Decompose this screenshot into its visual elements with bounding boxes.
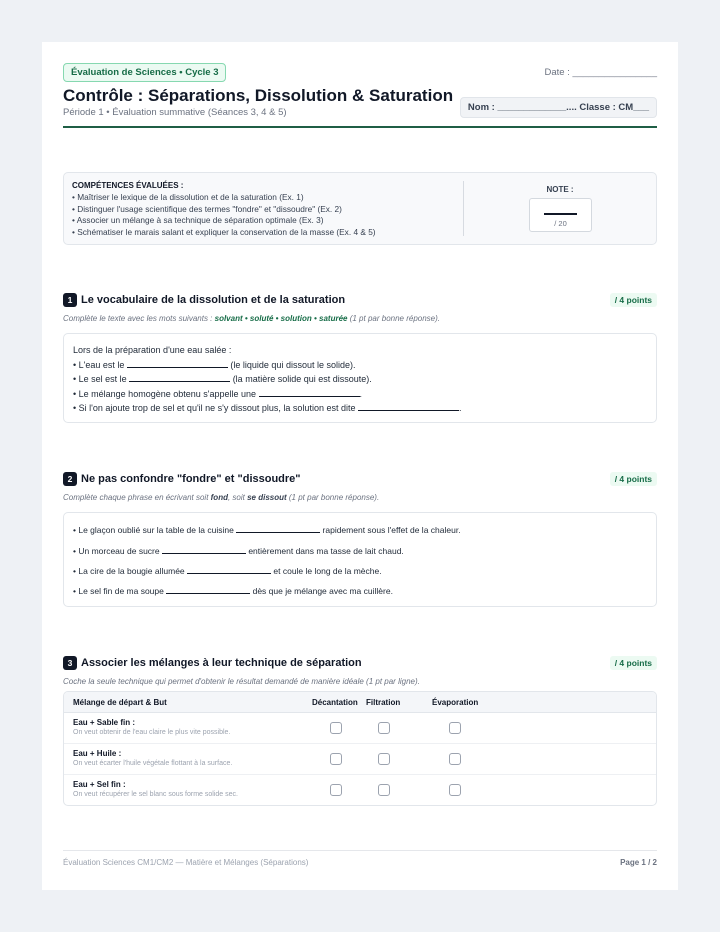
instruction-text: (1 pt par bonne réponse). <box>347 314 441 323</box>
evaporation-checkbox[interactable] <box>449 722 461 734</box>
col-header-evaporation: Évaporation <box>432 698 479 707</box>
line-text: et coule le long de la mèche. <box>271 566 382 576</box>
section-title: Le vocabulaire de la dissolution et de la saturation <box>81 294 346 306</box>
grade-denominator: / 20 <box>554 219 567 228</box>
keyword-fond: fond <box>210 493 228 502</box>
col-header-mixture: Mélange de départ & But <box>73 698 167 707</box>
fill-in-line <box>73 524 461 535</box>
exercise-box <box>63 512 657 607</box>
subject-badge: Évaluation de Sciences • Cycle 3 <box>63 63 226 82</box>
exercise-box <box>63 333 657 423</box>
filtration-checkbox[interactable] <box>378 753 390 765</box>
competences-list <box>72 181 462 238</box>
line-text: • La cire de la bougie allumée <box>73 566 188 576</box>
col-header-decantation: Décantation <box>312 698 358 707</box>
line-text: • Le glaçon oublié sur la table de la cuisine <box>73 525 237 535</box>
section-number: 3 <box>63 656 77 670</box>
instruction-text: (1 pt par bonne réponse). <box>286 493 380 502</box>
section-number: 2 <box>63 472 77 486</box>
competences-title: COMPÉTENCES ÉVALUÉES : <box>72 181 184 190</box>
mixture-label: Eau + Sel fin : <box>73 780 126 789</box>
competence-item: • Schématiser le marais salant et expliquer la conservation de la masse (Ex. 4 & 5) <box>72 226 376 237</box>
answer-blank[interactable] <box>129 373 230 382</box>
col-header-filtration: Filtration <box>366 698 401 707</box>
points-badge: / 4 points <box>610 293 657 307</box>
answer-blank[interactable] <box>127 359 228 368</box>
footer-divider <box>63 850 657 851</box>
keyword-se-dissout: se dissout <box>247 493 287 502</box>
line-text: entièrement dans ma tasse de lait chaud. <box>245 546 404 556</box>
fill-in-line <box>73 373 372 384</box>
separation-table <box>63 691 657 806</box>
page-number: Page 1 / 2 <box>620 858 657 867</box>
section-instructions <box>63 314 440 323</box>
date-field[interactable]: Date : ________________ <box>544 67 657 78</box>
fill-in-line <box>73 388 362 399</box>
section-number: 1 <box>63 293 77 307</box>
line-text: dès que je mélange avec ma cuillère. <box>250 586 393 596</box>
table-row <box>64 744 656 775</box>
line-text: • Le sel fin de ma soupe <box>73 586 167 596</box>
footer-title: Évaluation Sciences CM1/CM2 — Matière et Mélanges (Séparations) <box>63 858 309 867</box>
note-label: NOTE : <box>546 185 574 194</box>
points-badge: / 4 points <box>610 472 657 486</box>
line-text: • L'eau est le <box>73 360 127 370</box>
decantation-checkbox[interactable] <box>330 784 342 796</box>
decantation-checkbox[interactable] <box>330 722 342 734</box>
mixture-goal: On veut écarter l'huile végétale flottant à la surface. <box>73 760 233 767</box>
header-divider <box>63 126 657 128</box>
fill-in-line <box>73 359 355 370</box>
answer-blank[interactable] <box>162 545 246 554</box>
line-text: • Le sel est le <box>73 374 130 384</box>
mixture-goal: On veut obtenir de l'eau claire le plus vite possible. <box>73 729 231 736</box>
competence-item: • Associer un mélange à sa technique de séparation optimale (Ex. 3) <box>72 215 324 225</box>
filtration-checkbox[interactable] <box>378 784 390 796</box>
mixture-label: Eau + Huile : <box>73 749 122 758</box>
line-text: rapidement sous l'effet de la chaleur. <box>320 525 461 535</box>
mixture-goal: On veut récupérer le sel blanc sous forme solide sec. <box>73 791 238 798</box>
instruction-text: , soit <box>227 493 248 502</box>
filtration-checkbox[interactable] <box>378 722 390 734</box>
line-text: • Un morceau de sucre <box>73 546 162 556</box>
answer-blank[interactable] <box>187 565 271 574</box>
fill-in-line <box>73 565 382 576</box>
evaporation-checkbox[interactable] <box>449 753 461 765</box>
section-title: Associer les mélanges à leur technique de séparation <box>81 657 362 669</box>
section-instructions <box>63 493 379 502</box>
line-text: . <box>458 403 462 413</box>
line-text: (le liquide qui dissout le solide). <box>227 360 356 370</box>
fill-in-line <box>73 545 404 556</box>
fill-in-line <box>73 402 461 413</box>
answer-blank[interactable] <box>166 585 250 594</box>
competence-item: • Distinguer l'usage scientifique des termes "fondre" et "dissoudre" (Ex. 2) <box>72 203 342 214</box>
instruction-text: Complète le texte avec les mots suivants : <box>63 314 215 323</box>
line-text: • Le mélange homogène obtenu s'appelle une <box>73 389 259 399</box>
grade-box[interactable] <box>529 198 592 232</box>
answer-blank[interactable] <box>358 402 459 411</box>
table-row <box>64 713 656 744</box>
instruction-text: Complète chaque phrase en écrivant soit <box>63 493 211 502</box>
decantation-checkbox[interactable] <box>330 753 342 765</box>
answer-blank[interactable] <box>259 388 360 397</box>
section-title: Ne pas confondre "fondre" et "dissoudre" <box>81 473 301 485</box>
line-text: . <box>359 389 363 399</box>
fill-in-line <box>73 585 393 596</box>
mixture-label: Eau + Sable fin : <box>73 718 136 727</box>
answer-blank[interactable] <box>236 524 320 533</box>
evaporation-checkbox[interactable] <box>449 784 461 796</box>
section-instructions: Coche la seule technique qui permet d'obtenir le résultat demandé de manière idéale (1 pt par ligne). <box>63 677 420 686</box>
grade-line <box>544 213 577 215</box>
page-subtitle: Période 1 • Évaluation summative (Séances 3, 4 & 5) <box>63 107 287 118</box>
points-badge: / 4 points <box>610 656 657 670</box>
line-text: (la matière solide qui est dissoute). <box>230 374 372 384</box>
word-bank: solvant • soluté • solution • saturée <box>214 314 348 323</box>
competence-item: • Maîtriser le lexique de la dissolution et de la saturation (Ex. 1) <box>72 192 304 202</box>
page-title: Contrôle : Séparations, Dissolution & Saturation <box>63 86 454 105</box>
worksheet-page <box>42 42 678 890</box>
table-row <box>64 775 656 806</box>
line-text: • Si l'on ajoute trop de sel et qu'il ne s'y dissout plus, la solution est dite <box>73 403 358 413</box>
competences-panel <box>63 172 657 245</box>
name-class-field[interactable]: Nom : _____________.... Classe : CM___ <box>460 97 657 118</box>
table-header <box>64 692 656 713</box>
exercise-intro: Lors de la préparation d'une eau salée : <box>73 345 232 355</box>
